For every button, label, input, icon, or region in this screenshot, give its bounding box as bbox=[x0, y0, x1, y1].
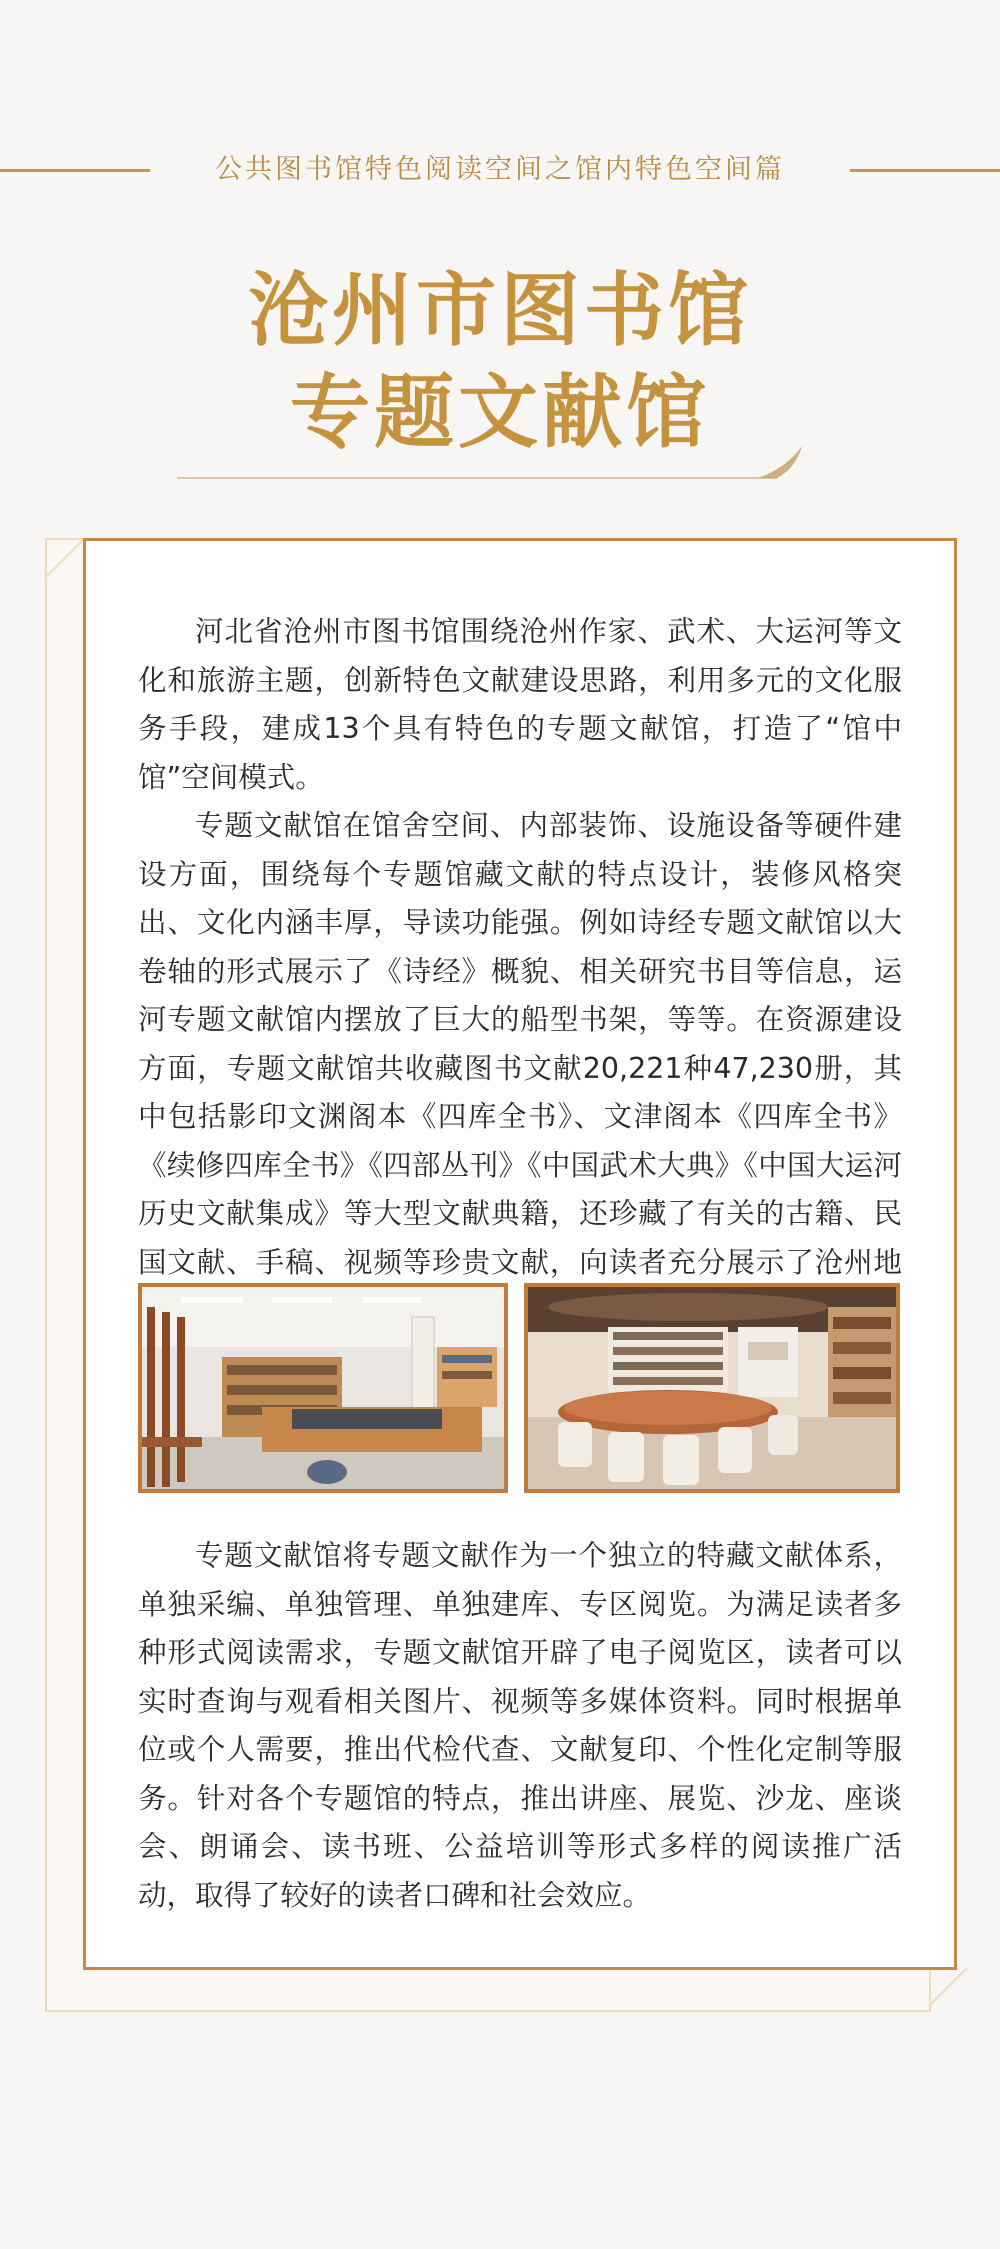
page-title-line-2: 专题文献馆 bbox=[290, 366, 710, 459]
body-paragraph-2: 专题文献馆在馆舍空间、内部装饰、设施设备等硬件建设方面，围绕每个专题馆藏文献的特点设计，装修风格突出、文化内涵丰厚，导读功能强。例如诗经专题文献馆以大卷轴的形式展示了《诗经》概貌、相关研究书目等信息，运河专题文献馆内摆放了巨大的船型书架，等等。在资源建设方面，专题文献馆共收藏图书文献20,221种47,230册，其中包括影印文渊阁本《四库全书》、文津阁本《四库全书》《续修四库全书》《四部丛刊》《中国武术大典》《中国大运河历史文献集成》等大型文献典籍，还珍藏了有关的古籍、民国文献、手稿、视频等珍贵文献，向读者充分展示了沧州地 bbox=[138, 809, 902, 1279]
panel-corner-decoration bbox=[45, 538, 85, 578]
series-header bbox=[0, 150, 1000, 190]
title-underline-decoration bbox=[177, 470, 807, 482]
library-reading-area-photo bbox=[138, 1283, 508, 1493]
panel-corner-decoration bbox=[927, 1968, 967, 2008]
body-paragraph-1: 河北省沧州市图书馆围绕沧州作家、武术、大运河等文化和旅游主题，创新特色文献建设思路，利用多元的文化服务手段，建成13个具有特色的专题文献馆，打造了“馆中馆”空间模式。 bbox=[138, 615, 902, 794]
conference-room-photo bbox=[524, 1283, 900, 1493]
body-paragraph-3: 专题文献馆将专题文献作为一个独立的特藏文献体系，单独采编、单独管理、单独建库、专区阅览。为满足读者多种形式阅读需求，专题文献馆开辟了电子阅览区，读者可以实时查询与观看相关图片、视频等多媒体资料。同时根据单位或个人需要，推出代检代查、文献复印、个性化定制等服务。针对各个专题馆的特点，推出讲座、展览、沙龙、座谈会、朗诵会、读书班、公益培训等形式多样的阅读推广活动，取得了较好的读者口碑和社会效应。 bbox=[138, 1539, 902, 1912]
decorative-line-right bbox=[850, 169, 1000, 172]
series-title: 公共图书馆特色阅读空间之馆内特色空间篇 bbox=[215, 154, 785, 185]
page-title-line-1: 沧州市图书馆 bbox=[248, 264, 752, 357]
decorative-line-left bbox=[0, 169, 150, 172]
